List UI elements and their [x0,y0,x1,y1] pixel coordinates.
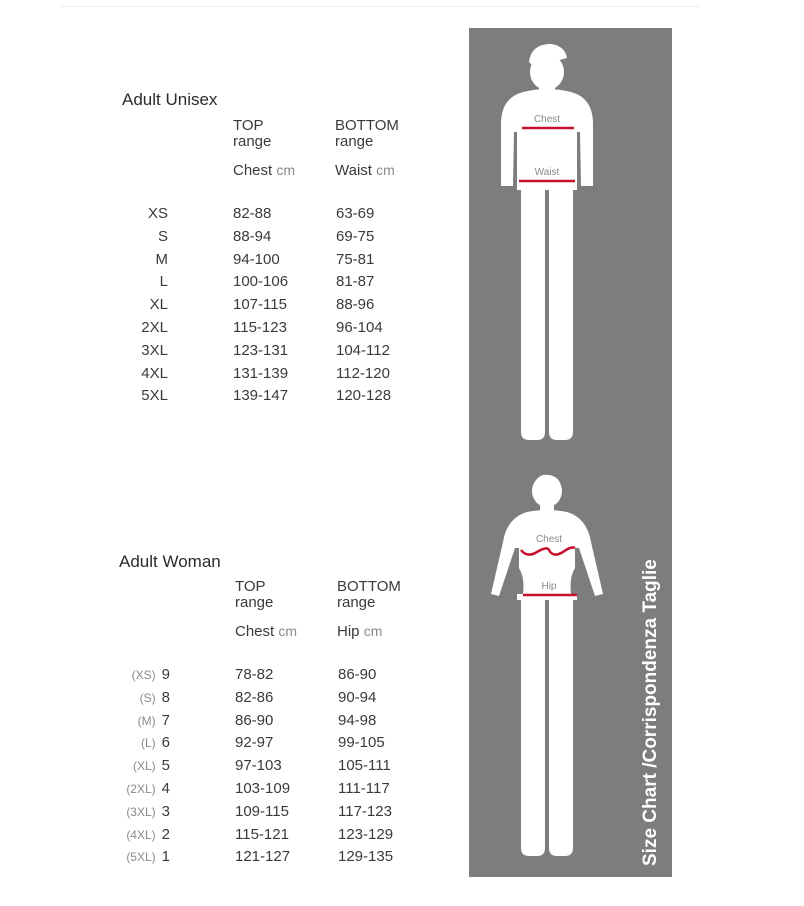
size-label: 4XL [141,364,168,382]
male-waist-label: Waist [534,167,560,178]
top-range-cell: 100-106 [233,273,289,291]
alt-size-label: (XL) [132,759,156,774]
table-row [0,251,804,273]
table-row [0,666,804,688]
bottom-range-cell: 94-98 [338,711,377,729]
table-row [0,780,804,802]
unisex-waist-measure: Waist cm [335,162,395,179]
top-range-cell: 86-90 [235,711,274,729]
size-label: XL [149,296,168,314]
bottom-range-cell: 81-87 [336,273,375,291]
woman-title: Adult Woman [119,552,221,571]
bottom-range-cell: 96-104 [336,319,383,336]
top-range-cell: 115-121 [235,825,289,843]
panel-title: Size Chart /Corrispondenza Taglie [640,559,661,866]
alt-size-label: (M) [137,713,156,728]
unisex-title: Adult Unisex [122,90,218,109]
bottom-range-cell: 90-94 [338,688,377,706]
top-range-cell: 139-147 [233,387,289,405]
bottom-range-cell: 112-120 [336,364,390,382]
woman-hip-measure: Hip cm [337,623,383,640]
bottom-range-cell: 105-111 [338,757,391,775]
bottom-range-cell: 99-105 [338,734,385,752]
bottom-range-cell: 120-128 [336,387,392,405]
size-label: (S) 8 [139,688,170,706]
table-row [0,757,804,779]
top-range-cell: 107-115 [233,296,287,314]
size-label: (M) 7 [137,711,170,729]
table-row [0,712,804,734]
female-hip-label: Hip [541,581,557,592]
top-range-cell: 109-115 [235,802,289,820]
bottom-range-cell: 63-69 [336,205,375,222]
table-row [0,228,804,250]
alt-size-label: (5XL) [126,850,156,865]
size-label: (L) 6 [140,734,170,752]
table-row [0,848,804,870]
female-figure-icon [491,475,603,856]
unisex-bottom-head: BOTTOM range [335,117,399,150]
bottom-range-cell: 111-117 [338,780,390,797]
table-row [0,734,804,756]
top-range-cell: 115-123 [233,319,287,336]
table-row [0,387,804,409]
table-row [0,826,804,848]
size-label: S [157,227,168,245]
alt-size-label: (XS) [131,668,156,682]
size-label: 5XL [141,387,168,405]
table-row [0,365,804,387]
size-label: XS [147,205,168,222]
top-range-cell: 88-94 [233,227,272,245]
size-label: 3XL [141,341,168,359]
table-row [0,342,804,364]
bottom-range-cell: 123-129 [338,825,394,843]
bottom-range-cell: 117-123 [338,802,392,820]
bottom-range-cell: 129-135 [338,848,394,866]
top-range-cell: 123-131 [233,341,289,359]
top-range-cell: 82-88 [233,205,272,222]
bottom-range-cell: 104-112 [336,341,390,359]
top-range-cell: 121-127 [235,848,291,866]
alt-size-label: (3XL) [126,804,156,819]
alt-size-label: (L) [140,736,156,751]
top-range-cell: 82-86 [235,688,274,706]
alt-size-label: (S) [139,690,156,705]
table-row [0,205,804,227]
top-range-cell: 94-100 [233,250,280,268]
table-row [0,803,804,825]
table-row [0,689,804,711]
size-label: (3XL) 3 [126,802,170,820]
size-label: (XL) 5 [132,757,170,775]
alt-size-label: (2XL) [126,782,156,796]
male-figure-icon [501,44,593,440]
bottom-range-cell: 69-75 [336,227,375,245]
woman-bottom-head: BOTTOM range [337,578,401,611]
unisex-chest-measure: Chest cm [233,162,296,179]
woman-top-head: TOP range [235,578,274,611]
table-row [0,296,804,318]
woman-chest-measure: Chest cm [235,623,298,640]
size-label: (2XL) 4 [126,780,170,797]
alt-size-label: (4XL) [126,827,156,842]
top-range-cell: 97-103 [235,757,282,775]
top-range-cell: 131-139 [233,364,289,382]
table-row [0,319,804,341]
bottom-range-cell: 75-81 [336,250,375,268]
male-chest-label: Chest [533,114,561,125]
top-divider [60,6,700,7]
size-label: (5XL) 1 [126,848,170,866]
bottom-range-cell: 88-96 [336,296,375,314]
size-label: (XS) 9 [131,666,170,683]
table-row [0,273,804,295]
top-range-cell: 103-109 [235,780,291,797]
size-label: 2XL [141,319,168,336]
top-range-cell: 78-82 [235,666,274,683]
size-label: (4XL) 2 [126,825,170,843]
size-label: M [155,250,168,268]
unisex-top-head: TOP range [233,117,272,150]
size-label: L [159,273,168,291]
female-chest-label: Chest [535,534,563,545]
bottom-range-cell: 86-90 [338,666,377,683]
top-range-cell: 92-97 [235,734,274,752]
